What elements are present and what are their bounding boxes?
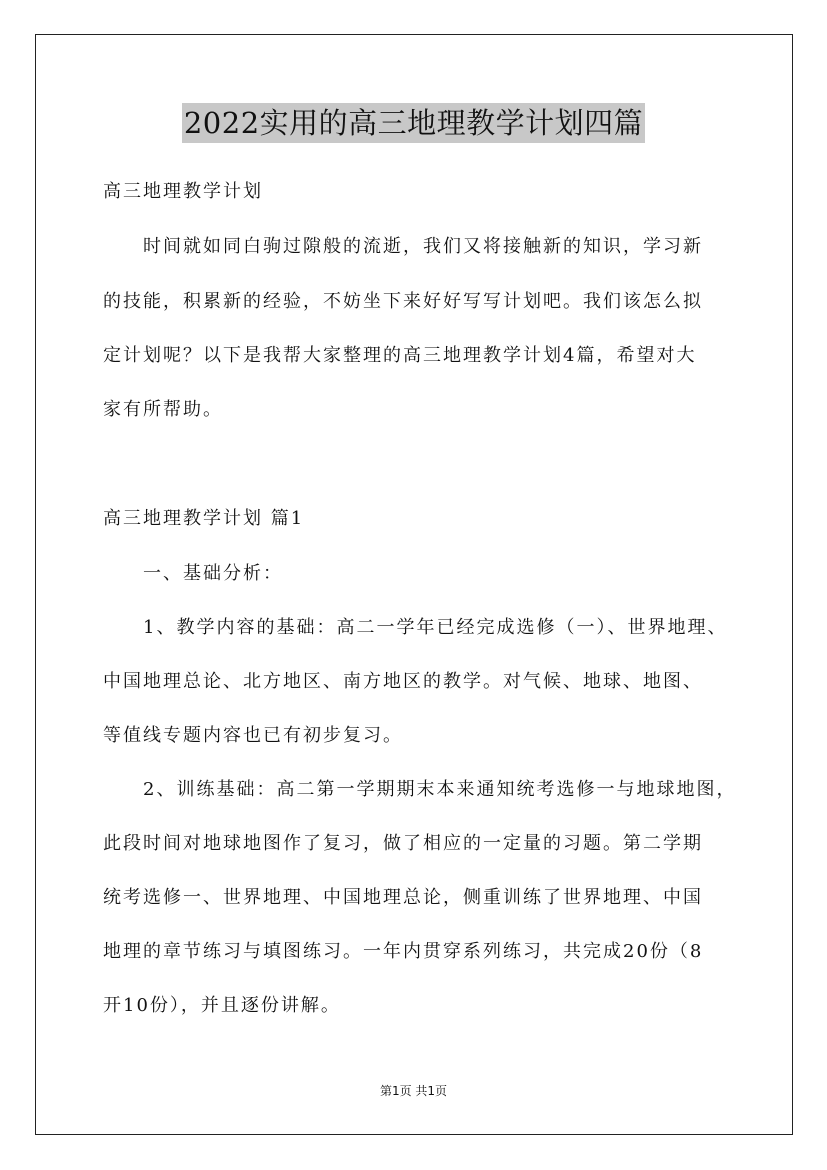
para1-line: 等值线专题内容也已有初步复习。 xyxy=(103,725,403,746)
heading-1: 高三地理教学计划 xyxy=(103,181,263,202)
para2-line: 开10份），并且逐份讲解。 xyxy=(103,995,341,1016)
para2-line: 此段时间对地球地图作了复习，做了相应的一定量的习题。第二学期 xyxy=(103,833,703,854)
para2-line: 地理的章节练习与填图练习。一年内贯穿系列练习，共完成20份（8 xyxy=(103,941,704,962)
para1-line: 中国地理总论、北方地区、南方地区的教学。对气候、地球、地图、 xyxy=(103,671,703,692)
intro-line: 家有所帮助。 xyxy=(103,399,223,420)
section-1-heading: 一、基础分析： xyxy=(143,563,283,584)
intro-line: 时间就如同白驹过隙般的流逝，我们又将接触新的知识，学习新 xyxy=(143,236,703,257)
para1-line: 1、教学内容的基础：高二一学年已经完成选修（一）、世界地理、 xyxy=(143,617,728,638)
intro-line: 定计划呢？以下是我帮大家整理的高三地理教学计划4篇，希望对大 xyxy=(103,345,697,366)
para2-line: 统考选修一、世界地理、中国地理总论，侧重训练了世界地理、中国 xyxy=(103,887,703,908)
heading-2: 高三地理教学计划 篇1 xyxy=(103,508,305,529)
intro-line: 的技能，积累新的经验，不妨坐下来好好写写计划吧。我们该怎么拟 xyxy=(103,291,703,312)
document-title: 2022实用的高三地理教学计划四篇 xyxy=(182,103,645,143)
document-title-wrap xyxy=(0,103,827,143)
page-footer: 第1页 共1页 xyxy=(379,1084,448,1098)
para2-line: 2、训练基础：高二第一学期期末本来通知统考选修一与地球地图， xyxy=(143,779,737,800)
